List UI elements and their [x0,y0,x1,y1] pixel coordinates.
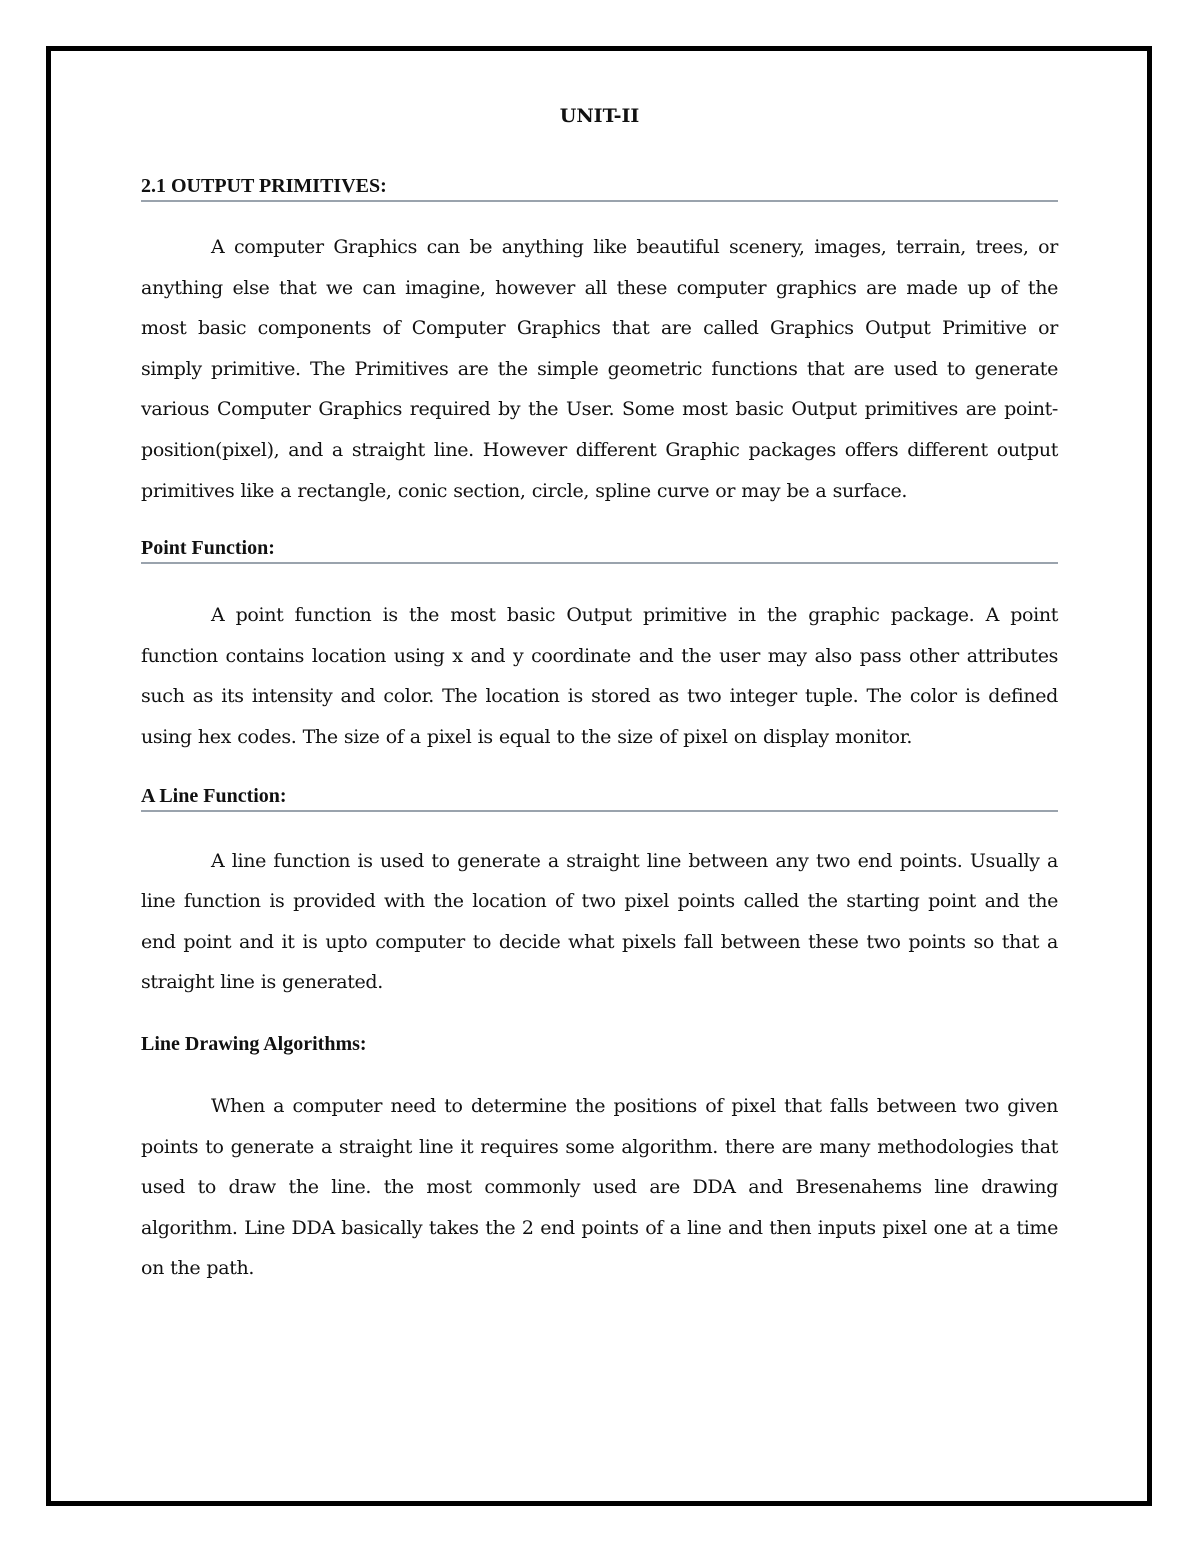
paragraph-line-function: A line function is used to generate a straight line between any two end points. Usually a line function is provided with the location of two pixel points called the starting point and the end point and it is upto computer to decide what pixels fall between these two points so that a straight line is generated. [141,849,1058,994]
heading-line-function: A Line Function: [141,783,1058,812]
document-body [141,100,1058,1289]
paragraph-line-drawing-algorithms: When a computer need to determine the positions of pixel that falls between two given points to generate a straight line it requires some algorithm. there are many methodologies that used to draw the line. the most commonly used are DDA and Bresenahems line drawing algorithm. Line DDA basically takes the 2 end points of a line and then inputs pixel one at a time on the path. [141,1094,1058,1280]
heading-point-function: Point Function: [141,535,1058,564]
heading-line-drawing-algorithms: Line Drawing Algorithms: [141,1032,367,1055]
unit-title: UNIT-II [559,105,640,127]
heading-output-primitives: 2.1 OUTPUT PRIMITIVES: [141,173,1058,202]
paragraph-point-function: A point function is the most basic Output primitive in the graphic package. A point function contains location using x and y coordinate and the user may also pass other attributes such as its intensity and color. The location is stored as two integer tuple. The color is defined using hex codes. The size of a pixel is equal to the size of pixel on display monitor. [141,604,1058,748]
paragraph-output-primitives: A computer Graphics can be anything like beautiful scenery, images, terrain, trees, or anything else that we can imagine, however all these computer graphics are made up of the most basic components of Computer Graphics that are called Graphics Output Primitive or simply primitive. The Primitives are the simple geometric functions that are used to generate various Computer Graphics required by the User. Some most basic Output primitives are point-position(pixel), and a straight line. However different Graphic packages offers different output primitives like a rectangle, conic section, circle, spline curve or may be a surface. [141,236,1058,502]
